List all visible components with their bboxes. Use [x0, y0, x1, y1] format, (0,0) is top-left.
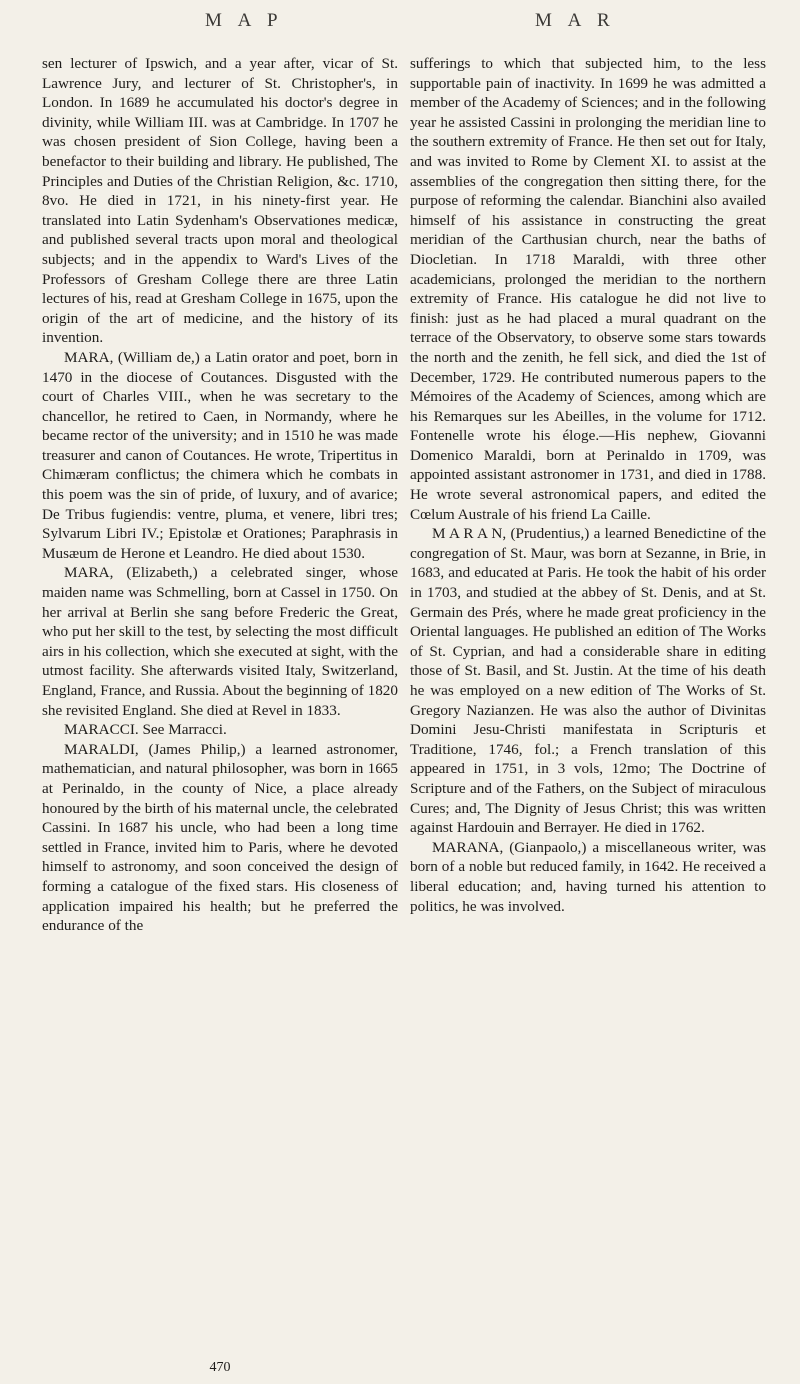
- running-head: [0, 4, 800, 44]
- right-column: [410, 54, 766, 916]
- entry-maracci: MARACCI. See Marracci.: [64, 721, 227, 739]
- paragraph-continued: sen lecturer of Ipswich, and a year after, vicar of St. Lawrence Jury, and lecturer of St. Christopher's, in London. In 1689 he accumulated his doctor's degree in divinity, while William III. was at Cambridge. In 1707 he was chosen president of Sion College, having been a benefactor to their building and library. He published, The Principles and Duties of the Christian Religion, &c. 1710, 8vo. He died in 1721, in his ninety-first year. He translated into Latin Sydenham's Observationes medicæ, and published several tracts upon moral and theological subjects; and in the appendix to Ward's Lives of the Professors of Gresham College there are three Latin lectures of his, read at Gresham College in 1675, upon the origin of the art of medicine, and the history of its invention.: [42, 55, 398, 347]
- running-head-right: M A R: [535, 10, 616, 31]
- entry-mara-william: MARA, (William de,) a Latin orator and poet, born in 1470 in the diocese of Coutances. Disgusted with the court of Charles VIII., when he was secretary to the chancellor, he retired to Caen, in Normandy, where he became rector of the university; and in 1510 he was made treasurer and canon of Coutances. He wrote, Tripertitus in Chimæram conflictus; the chimera which he combats in this poem was the sin of pride, of luxury, and of avarice; De Tribus fugiendis: ventre, pluma, et venere, libri tres; Sylvarum Libri IV.; Epistolæ et Orationes; Paraphrasis in Musæum de Herone et Leandro. He died about 1530.: [42, 348, 398, 562]
- left-column: [42, 54, 398, 936]
- entry-maraldi: MARALDI, (James Philip,) a learned astronomer, mathematician, and natural philosopher, was born in 1665 at Perinaldo, in the county of Nice, a place already honoured by the birth of his maternal uncle, the celebrated Cassini. In 1687 his uncle, who had been a long time settled in France, invited him to Paris, where he devoted himself to astronomy, and soon conceived the design of forming a catalogue of the fixed stars. His closeness of application impaired his health; but he preferred the endurance of the: [42, 740, 398, 935]
- running-head-left: M A P: [205, 10, 284, 31]
- entry-marana: MARANA, (Gianpaolo,) a miscellaneous writer, was born of a noble but reduced family, in 1642. He received a liberal education; and, having turned his attention to politics, he was involved.: [410, 838, 766, 915]
- entry-maran: M A R A N, (Prudentius,) a learned Benedictine of the congregation of St. Maur, was born at Sezanne, in Brie, in 1683, and educated at Paris. He took the habit of his order in 1703, and studied at the abbey of St. Denis, and at St. Germain des Prés, where he made great proficiency in the Oriental languages. He published an edition of The Works of St. Cyprian, and had a considerable share in editing those of St. Basil, and St. Justin. At the time of his death he was employed on a new edition of The Works of St. Gregory Nazianzen. He was also the author of Divinitas Domini Jesu-Christi manifestata in Scripturis et Traditione, 1746, fol.; a French translation of this appeared in 1751, in 3 vols, 12mo; The Doctrine of Scripture and of the Fathers, on the Subject of miraculous Cures; and, The Dignity of Jesus Christ; this was written against Hardouin and Berrayer. He died in 1762.: [410, 525, 766, 837]
- page-number: 470: [209, 1360, 231, 1375]
- paragraph-continued-right: sufferings to which that subjected him, to the less supportable pain of inactivity. In 1699 he was admitted a member of the Academy of Sciences; and in the following year he assisted Cassini in prolonging the meridian line to the southern extremity of France. He then set out for Italy, and was invited to Rome by Clement XI. to assist at the assemblies of the congregation then sitting there, for the purpose of reforming the calendar. Bianchini also availed himself of his assistance in constructing the great meridian of the Carthusian church, near the baths of Diocletian. In 1718 Maraldi, with three other academicians, prolonged the meridian to the northern extremity of France. His catalogue he did not live to finish: just as he had placed a mural quadrant on the terrace of the Observatory, to observe some stars towards the north and the zenith, he fell sick, and died the 1st of December, 1729. He contributed numerous papers to the Mémoires of the Academy of Sciences, among which are his Remarques sur les Abeilles, in the volume for 1712. Fontenelle wrote his éloge.—His nephew, Giovanni Domenico Maraldi, born at Perinaldo in 1709, was appointed assistant astronomer in 1731, and died in 1788. He wrote several astronomical papers, and edited the Cœlum Australe of his friend La Caille.: [410, 55, 766, 523]
- entry-mara-elizabeth: MARA, (Elizabeth,) a celebrated singer, whose maiden name was Schmelling, born at Cassel in 1750. On her arrival at Berlin she sang before Frederic the Great, who put her skill to the test, by selecting the most difficult airs in his collection, which she executed at sight, with the utmost facility. She afterwards visited Italy, Switzerland, England, France, and Russia. About the beginning of 1820 she revisited England. She died at Revel in 1833.: [42, 564, 398, 719]
